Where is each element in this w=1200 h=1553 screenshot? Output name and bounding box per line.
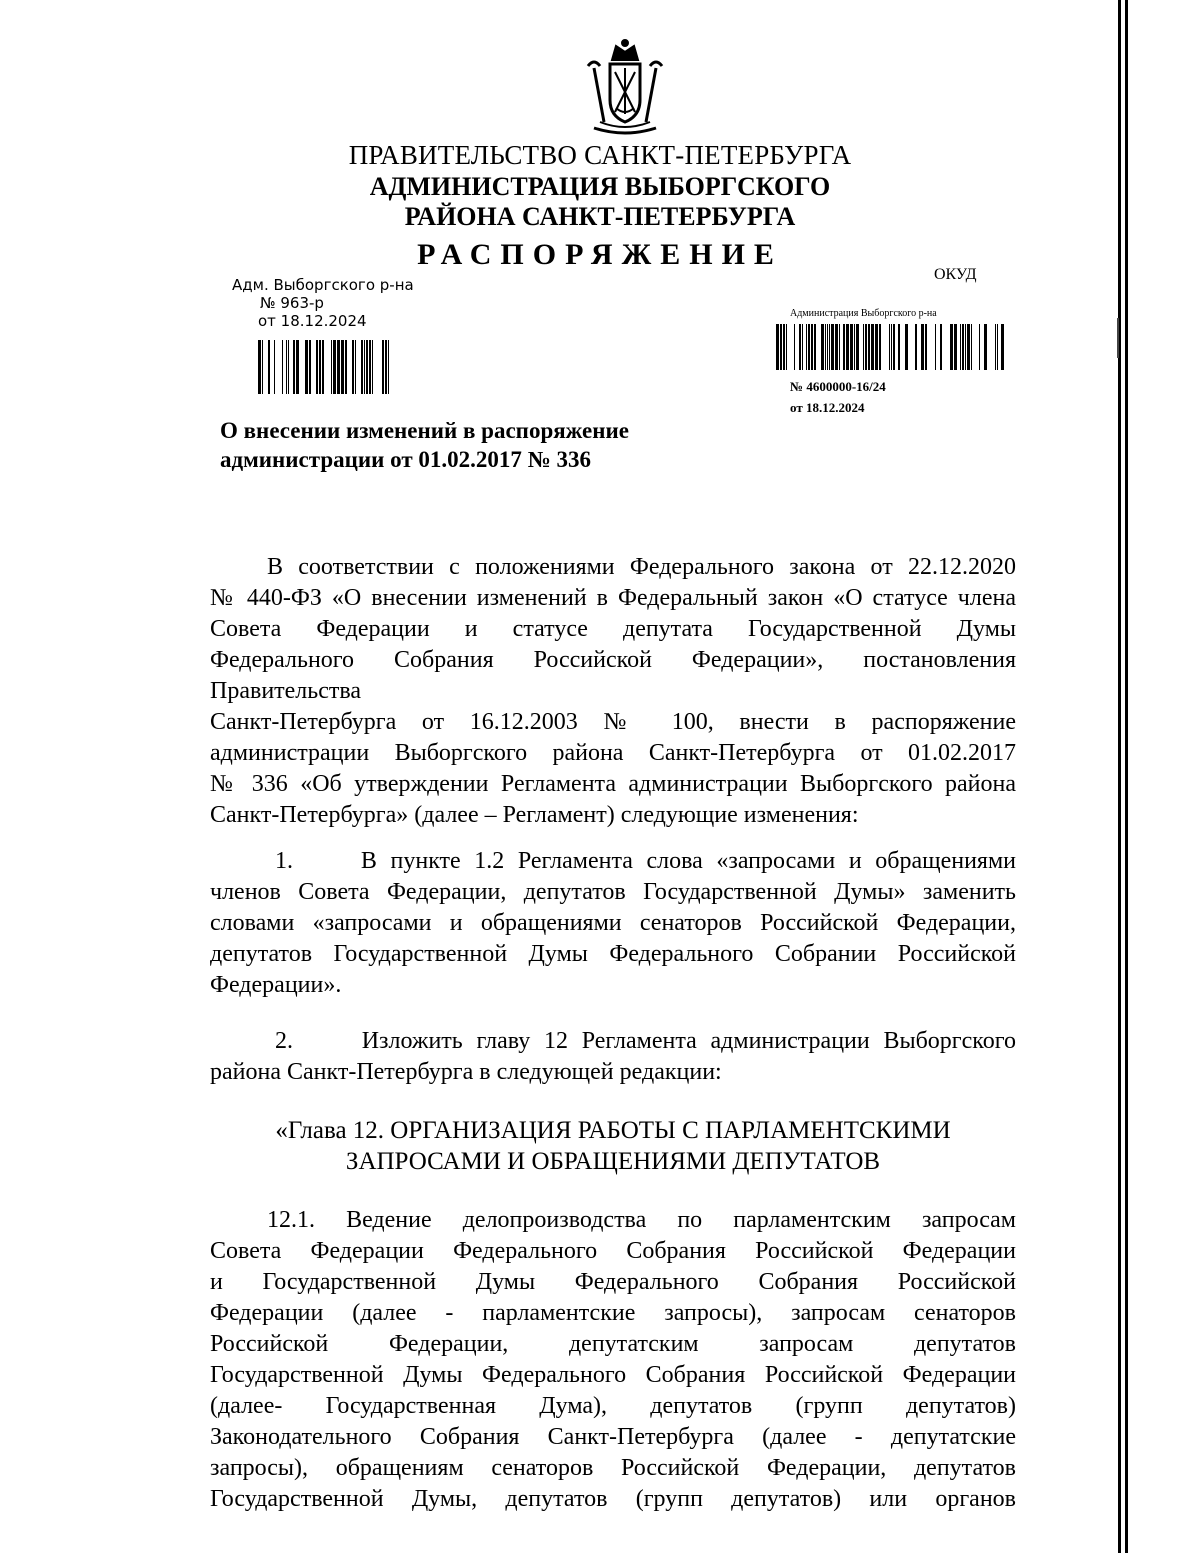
text-line: 2. Изложить главу 12 Регламента администрации Выборгского [275,1028,1016,1054]
stamp-date: от 18.12.2024 [258,312,367,330]
text-line: Санкт-Петербурга от 16.12.2003 № 100, внести в распоряжение [210,709,1016,735]
text-line: 1. В пункте 1.2 Регламента слова «запросами и обращениями [275,848,1016,874]
text-line: депутатов Государственной Думы Федерального Собрании Российской [210,941,1016,967]
text-line: словами «запросами и обращениями сенаторов Российской Федерации, [210,910,1016,936]
section-12-1-paragraph [210,1205,1016,1515]
text-line: администрации Выборгского района Санкт-Петербурга от 01.02.2017 [210,740,1016,766]
item-1-paragraph [210,846,1016,1001]
text-line: Законодательного Собрания Санкт-Петербурга (далее - депутатские [210,1424,1016,1450]
stamp-number: № 963-р [260,294,324,312]
preamble-paragraph [210,552,1016,831]
text-line: Правительства [210,678,362,704]
text-line: Санкт-Петербурга» (далее – Регламент) следующие изменения: [210,802,859,828]
document-subject [220,416,629,474]
text-line: (далее- Государственная Дума), депутатов (групп депутатов) [210,1393,1016,1419]
page-edge-lines [1118,0,1130,1553]
barcode-icon [770,324,1006,370]
text-line: района Санкт-Петербурга в следующей редакции: [210,1059,722,1085]
text-line: и Государственной Думы Федерального Собрания Российской [210,1269,1016,1295]
stamp-right-date: от 18.12.2024 [790,400,865,415]
subject-line: О внесении изменений в распоряжение [220,418,629,443]
registration-stamp-left [232,276,414,330]
text-line: Государственной Думы Федерального Собрания Российской Федерации [210,1362,1016,1388]
text-line: Государственной Думы, депутатов (групп депутатов) или органов [210,1486,1016,1512]
chapter-heading [210,1115,1016,1177]
document-type-title: РАСПОРЯЖЕНИЕ [417,238,783,271]
stamp-org: Адм. Выборгского р-на [232,276,414,294]
chapter-heading-line: «Глава 12. ОРГАНИЗАЦИЯ РАБОТЫ С ПАРЛАМЕНТСКИМИ [275,1117,951,1144]
text-line: № 440-ФЗ «О внесении изменений в Федеральный закон «О статусе члена [210,585,1016,611]
barcode-icon [258,340,392,394]
okud-label: ОКУД [934,266,977,283]
text-line: членов Совета Федерации, депутатов Государственной Думы» заменить [210,879,1016,905]
text-line: Российской Федерации, депутатским запросам депутатов [210,1331,1016,1357]
coat-of-arms-icon [582,38,668,138]
text-line: № 336 «Об утверждении Регламента администрации Выборгского района [210,771,1016,797]
text-line: В соответствии с положениями Федерального закона от 22.12.2020 [267,554,1016,580]
chapter-heading-line: ЗАПРОСАМИ И ОБРАЩЕНИЯМИ ДЕПУТАТОВ [345,1148,881,1175]
text-line: Совета Федерации Федерального Собрания Российской Федерации [210,1238,1016,1264]
stamp-right-number: № 4600000-16/24 [790,379,886,394]
government-name: ПРАВИТЕЛЬСТВО САНКТ-ПЕТЕРБУРГА [348,140,852,170]
text-line: Федерации (далее - парламентские запросы), запросам сенаторов [210,1300,1016,1326]
subject-line: администрации от 01.02.2017 № 336 [220,447,591,472]
text-line: Совета Федерации и статусе депутата Государственной Думы [210,616,1016,642]
stamp-right-org: Администрация Выборгского р-на [790,308,937,319]
administration-name-line1: АДМИНИСТРАЦИЯ ВЫБОРГСКОГО [369,172,831,201]
text-line: 12.1. Ведение делопроизводства по парламентским запросам [267,1207,1016,1233]
text-line: Федерального Собрания Российской Федерации», постановления [210,647,1016,673]
text-line: Федерации». [210,972,342,998]
administration-name-line2: РАЙОНА САНКТ-ПЕТЕРБУРГА [404,202,796,231]
text-line: запросы), обращениям сенаторов Российской Федерации, депутатов [210,1455,1016,1481]
scan-mark [1117,318,1119,358]
item-2-paragraph [210,1026,1016,1088]
